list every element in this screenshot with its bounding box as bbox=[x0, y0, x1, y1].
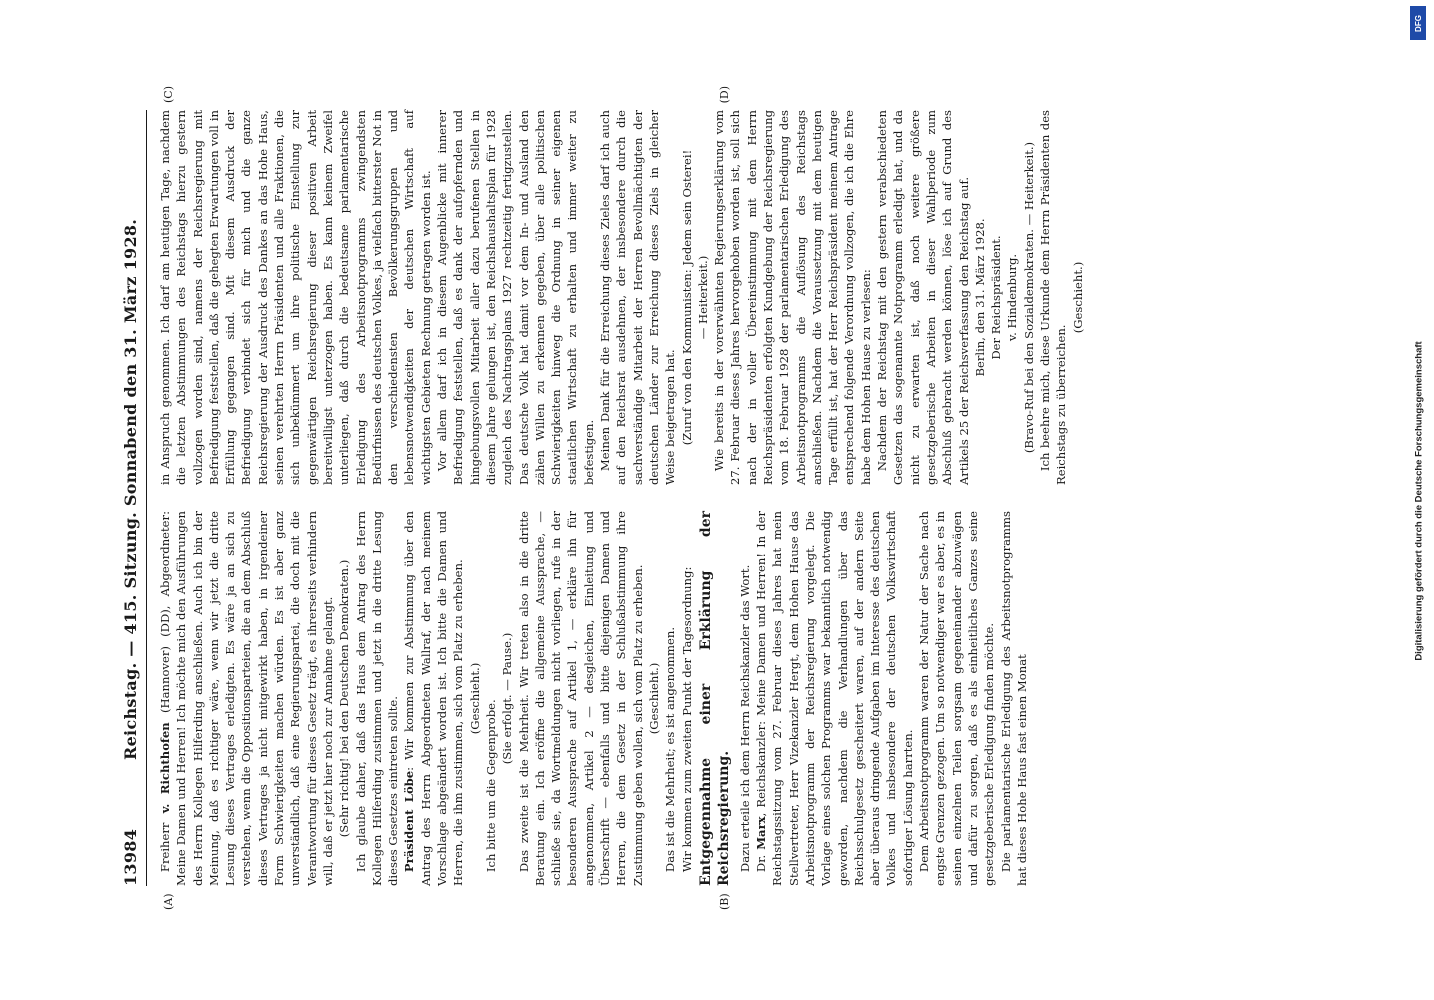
page-number: 13984 bbox=[121, 828, 140, 886]
page-header bbox=[121, 110, 146, 886]
interjection: (Sie erfolgt. — Pause.) bbox=[500, 632, 515, 765]
speaker-name: Marx bbox=[754, 816, 769, 850]
page-title: Reichstag. — 415. Sitzung. Sonnabend den 31. März 1928. bbox=[121, 218, 140, 761]
speech-text: (Hannover) (DD), Abgeordneter: Meine Damen und Herren! Ich möchte mich den Ausführungen des Herrn Kollegen Hilferding anschließen. Auch ich bin der Meinung, daß es richtiger wäre, wenn wir jetzt die dritte Lesung dieses Vertrages erledigten. Es wäre ja an sich zu verstehen, wenn die Oppositionsparteien, die an dem Abschluß dieses Vertrages ja nicht mitgewirkt haben, in irgendeiner Form Schwierigkeiten machen würden. Es ist aber ganz unverständlich, daß eine Regierungspartei, die doch mit die Verantwortung für dieses Gesetz trägt, es ihrerseits verhindern will, daß er jetzt hier noch zur Annahme gelangt. bbox=[158, 511, 335, 886]
header-rule bbox=[146, 110, 147, 886]
decree-signatory-title: Der Reichspräsident. bbox=[989, 235, 1004, 360]
speech-text: in Anspruch genommen. Ich darf am heutigen Tage, nachdem die letzten Abstimmungen des Reichstags hierzu gestern vollzogen worden sind, namens der Reichsregierung mit Befriedigung feststellen, daß die gehegten Erwartungen voll in Erfüllung gegangen sind. Mit diesem Ausdruck der Befriedigung verbindet sich für mich und die ganze Reichsregierung der Ausdruck des Dankes an das Hohe Haus, seinen verehrten Herrn Präsidenten und alle Fraktionen, die sich unbekümmert um ihre politische Einstellung zur gegenwärtigen Reichsregierung dieser positiven Arbeit bereitwilligst unterzogen haben. Es kann keinem Zweifel unterliegen, daß durch die bedeutsame parlamentarische Erledigung des Arbeitsnotprogramms zwingendsten Bedürfnissen des deutschen Volkes, ja vielfach bitterster Not in den verschiedensten Bevölkerungsgruppen und lebensnotwendigkeiten der deutschen Wirtschaft auf wichtigsten Gebieten Rechnung getragen worden ist. bbox=[158, 110, 433, 485]
dfg-logo-icon: DFG bbox=[1410, 6, 1426, 40]
decree-date: Berlin, den 31. März 1928. bbox=[972, 218, 987, 377]
decree-text: Nachdem der Reichstag mit den gestern verabschiedeten Gesetzen das sogenannte Notprogramm erledigt hat, und da nicht zu erwarten ist, daß noch weitere größere gesetzgeberische Arbeiten in dieser Wahlperiode zum Abschluß gebracht werden können, löse ich auf Grund des Artikels 25 der Reichsverfassung den Reichstag auf. bbox=[875, 110, 971, 485]
decree-signature: v. Hindenburg. bbox=[1005, 253, 1020, 342]
margin-marker-d: (D) bbox=[718, 86, 731, 104]
interjection: — Heiterkeit.) bbox=[695, 255, 710, 340]
speech-text: Wir kommen zum zweiten Punkt der Tagesordnung: bbox=[679, 566, 694, 873]
funding-note bbox=[1410, 6, 1428, 996]
speech-text: Wie bereits in der vorerwähnten Regierungserklärung vom 27. Februar dieses Jahres hervorgehoben worden ist, soll sich nach der in voller Übereinstimmung mit dem Herrn Reichspräsidenten erfolgten Kundgebung der Reichsregierung vom 18. Februar 1928 der parlamentarischen Erledigung des Arbeitsnotprogramms die Auflösung des Reichstags anschließen. Nachdem die Voraussetzung mit dem heutigen Tage erfüllt ist, hat der Herr Reichspräsident meinem Antrage entsprechend folgende Verordnung vollzogen, die ich die Ehre habe dem Hohen Hause zu verlesen: bbox=[712, 110, 873, 485]
interjection: (Geschieht.) bbox=[1070, 261, 1085, 334]
funding-note-text: Digitalisierung gefördert durch die Deutsche Forschungsgemeinschaft bbox=[1413, 341, 1425, 661]
speaker-name: v. Richthofen bbox=[158, 722, 172, 814]
speech-text: Vor allem darf ich in diesem Augenblicke mit innerer Befriedigung feststellen, daß es dank der aufopfernden und hingebungsvollen Mitarbeit aller dazu berufenen Stellen in diesem Jahre gelungen ist, den Reichshaushaltsplan für 1928 zugleich des Nachtragsplans 1927 rechtzeitig fertigzustellen. Das deutsche Volk hat damit vor dem In- und Ausland den zähen Willen zu erkennen gegeben, über alle politischen Schwierigkeiten hinweg die Ordnung in seiner eigenen staatlichen Wirtschaft zu erhalten und immer weiter zu befestigen. bbox=[435, 110, 596, 485]
interjection: (Geschieht.) bbox=[646, 662, 661, 735]
speech-text: , Reichskanzler: Meine Damen und Herren! In der Reichstagssitzung vom 27. Februar dieses Jahres hat mein Stellvertreter, Herr Vizekanzler Hergt, dem Hohen Hause das Arbeitsnotprogramm der Reichsregierung vorgelegt. Die Vorlage eines solchen Programms war bekanntlich notwendig geworden, nachdem die Verhandlungen über das Reichsschulgesetz gescheitert waren, auf der andern Seite aber überaus dringende Aufgaben im Interesse des deutschen Volkes und insbesondere der deutschen Volkswirtschaft sofortiger Lösung harrten. bbox=[754, 511, 915, 886]
speaker-name: Präsident Löbe bbox=[402, 770, 417, 873]
speech-text: Die parlamentarische Erledigung des Arbeitsnotprogramms hat dieses Hohe Haus fast einen Monat bbox=[998, 511, 1029, 886]
speaker-prefix: Dr. bbox=[754, 849, 769, 873]
speech-text: Ich glaube daher, daß das Haus dem Antrag des Herrn Kollegen Hilferding zustimmen und jetzt in die dritte Lesung dieses Gesetzes eintreten sollte. bbox=[353, 511, 401, 886]
speech-text: Ich beehre mich, diese Urkunde dem Herrn Präsidenten des Reichstags zu überreichen. bbox=[1038, 110, 1069, 485]
agenda-heading: Entgegennahme einer Erklärung der Reichsregierung. bbox=[697, 511, 732, 886]
margin-marker-b: (B) bbox=[718, 893, 731, 910]
interjection: (Sehr richtig! bei den Deutschen Demokraten.) bbox=[337, 559, 352, 838]
margin-marker-a: (A) bbox=[162, 893, 175, 910]
speech-text: : Wir kommen zur Abstimmung über den Antrag des Herrn Abgeordneten Wallraf, der nach meinem Vorschlage abgeändert worden ist. Ich bitte die Damen und Herren, die ihm zustimmen, sich vom Platz zu erheben. bbox=[402, 511, 466, 886]
interjection: (Zuruf von den Kommunisten: Jedem sein Osterei! bbox=[679, 149, 694, 446]
document-page bbox=[107, 80, 1327, 920]
speaker-prefix: Freiherr bbox=[158, 813, 172, 873]
speech-text: Das ist die Mehrheit; es ist angenommen. bbox=[663, 626, 678, 873]
left-column bbox=[157, 511, 1267, 910]
speech-text: Das zweite ist die Mehrheit. Wir treten also in die dritte Beratung ein. Ich eröffne die allgemeine Aussprache, — schließe sie, da Wortmeldungen nicht vorliegen, rufe in der besonderen Aussprache auf Artikel 1, — erkläre ihn für angenommen, Artikel 2 — desgleichen, Einleitung und Überschrift — ebenfalls und bitte diejenigen Damen und Herren, die dem Gesetz in der Schlußabstimmung ihre Zustimmung geben wollen, sich vom Platz zu erheben. bbox=[516, 511, 645, 886]
speech-text: Meinen Dank für die Erreichung dieses Zieles darf ich auch auf den Reichsrat ausdehnen, der insbesondere durch die sachverständige Mitarbeit der Herren Bevollmächtigten der deutschen Länder zur Erreichung dieses Ziels in gleicher Weise beigetragen hat. bbox=[598, 110, 678, 485]
speech-text: Dazu erteile ich dem Herrn Reichskanzler das Wort. bbox=[737, 564, 752, 873]
interjection: (Geschieht.) bbox=[467, 662, 482, 735]
speech-text: Ich bitte um die Gegenprobe. bbox=[483, 699, 498, 873]
speech-text: Dem Arbeitsnotprogramm waren der Natur der Sache nach engste Grenzen gezogen. Um so notwendiger war es aber, es in seinen einzelnen Teilen sorgsam gegeneinander abzuwägen und dafür zu sorgen, daß es als einheitliches Ganzes seine gesetzgeberische Erledigung finden möchte. bbox=[917, 511, 997, 886]
interjection: (Bravo-Ruf bei den Sozialdemokraten. — Heiterkeit.) bbox=[1021, 141, 1036, 454]
margin-marker-c: (C) bbox=[162, 86, 175, 103]
right-column bbox=[157, 86, 1267, 485]
